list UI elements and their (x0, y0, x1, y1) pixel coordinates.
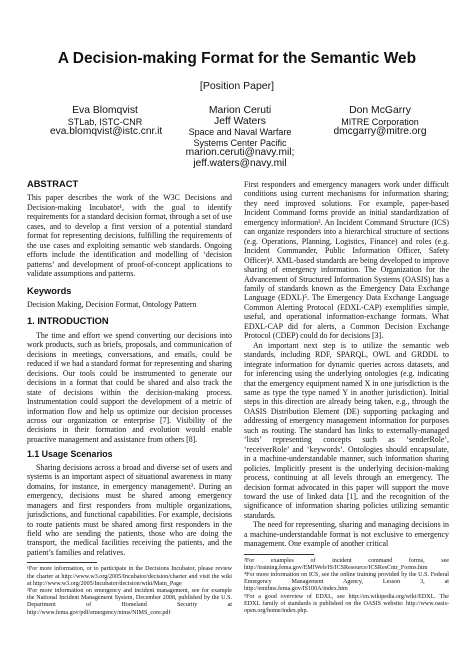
author-block-1 (50, 105, 163, 138)
author-email: dmcgarry@mitre.org (333, 126, 427, 137)
introduction-text: The time and effort we spend converting our decisions into work products, such as briefs, proposals, and communication of decisions in meetings, conversations, and emails, could be reduced if we had a standard format for representing and sharing decisions. Our tools could be instrumented to generate our decisions in a format that could be shared and also track the state of decisions within the decision-making process. Instrumentation could support the development of a metric of information flow and help us optimize our decision processes across our organization or enterprise [7]. Visibility of the decisions in their formation and evolution would enable proactive management and assistance from others [8]. (27, 330, 232, 444)
author-name: Marion Ceruti (208, 105, 272, 116)
footnote: ⁵For a good overview of EDXL, see http://en.wikipedia.org/wiki/EDXL. The EDXL family of standards is published on the OASIS website: http://www.oasis-open.org/home/index.php. (244, 593, 449, 615)
author-email: marion.ceruti@navy.mil; (185, 147, 295, 158)
footnote-rule (244, 554, 314, 555)
keywords-heading: Keywords (27, 285, 72, 296)
author-name: Eva Blomqvist (72, 105, 138, 116)
author-block-2 (170, 106, 310, 169)
abstract-text: This paper describes the work of the W3C Decisions and Decision-making Incubator¹, with the goal to identify requirements for a standard decision format, through a set of use cases, and to develop a first version of a potential standard format for representing decisions, fulfilling the requirements of the use cases and exploiting semantic web standards. Ongoing efforts include the identification and modelling of ‘decision patterns’ and development of proof-of-concept applications to validate assumptions and patterns. (27, 193, 232, 279)
author-email: jeff.waters@navy.mil (193, 157, 287, 169)
author-block-3 (320, 106, 440, 138)
body-paragraph: The need for representing, sharing and managing decisions in a machine-understandable format is not exclusive to emergency management. One example of another critical (244, 520, 449, 549)
body-paragraph: An important next step is to utilize the semantic web standards, including RDF, SPARQL, OWL and GRDDL to integrate information for dynamic queries across datasets, and for inferencing using the underlying ontologies (e.g. indicating that the emergency equipment named X in one jurisdiction is the same as type the type named Y in another jurisdiction). Initial steps in this direction are already being taken, e.g., through the OASIS Distribution Element (DE) supporting packaging and addressing of emergency management information for purposes such as routing. The standard has links to externally-managed ‘lists’ representing concepts such as ‘senderRole’, ‘receiverRole’ and ‘keywords’. Ontologies should encapsulate, in a machine-understandable manner, such information sharing policies. Implicitly present is the underlying decision-making process, continuing at all levels through an emergency. The decision format advocated in this paper will support the move toward the use of linked data [1], and the recognition of the significance of information sharing policies utilizing semantic standards. (244, 340, 449, 520)
body-paragraph: First responders and emergency managers work under difficult conditions using current mechanisms for information sharing; they need improved solutions. For example, paper-based Incident Command forms provide an initial standardization of emergency information³. An Incident Command Structure (ICS) can organize responders into a hierarchical structure of sections (e.g. Operations, Planning, Logistics, Finance) and roles (e.g. Incident Commander, Public Information Officer, Safety Officer)⁴. XML-based standards are being developed to improve sharing of emergency information. The Organization for the Advancement of Structured Information Systems (OASIS) has a family of standards known as the Emergency Data Exchange Language (EDXL)⁵. The Emergency Data Exchange Language Common Alerting Protocol (EDXL-CAP) exemplifies simple, useful, and operational information-exchange formats. What EDXL-CAP did for alerts, a Common Decision Exchange Protocol (CDEP) could do for decisions [3]. (244, 180, 449, 341)
author-name: Jeff Waters (214, 115, 266, 127)
keywords-text: Decision Making, Decision Format, Ontology Pattern (27, 299, 197, 309)
left-column (27, 180, 232, 617)
usage-scenarios-heading: 1.1 Usage Scenarios (27, 449, 113, 460)
abstract-heading: ABSTRACT (27, 179, 79, 189)
introduction-heading: 1. INTRODUCTION (27, 316, 109, 327)
right-column (244, 180, 449, 615)
paper-subtitle: [Position Paper] (199, 80, 275, 92)
footnote: ³For examples of incident command forms, see http://training.fema.gov/EMIWeb/IS/ICSResource/ICSResCntr_Forms.htm (244, 557, 449, 571)
footnote: ⁴For more information on ICS, see the online training provided by the U.S. Federal Emergency Management Agency, Lesson 3, at http://emilms.fema.gov/IS100A/index.htm (244, 572, 449, 593)
footnote: ²For more information on emergency and incident management, see for example the National Incident Management System, December 2008, published by the U.S. Department of Homeland Security at http://www.fema.gov/pdf/emergency/nims/NIMS_core.pdf (27, 587, 232, 616)
footnote-rule (27, 562, 97, 563)
paper-title: A Decision-making Format for the Semantic Web (57, 50, 417, 67)
footnote: ¹For more information, or to participate in the Decisions Incubator, please review the charter at http://www.w3.org/2005/Incubator/decision/charter and visit the wiki at http://www.w3.org/2005/Incubator/decision/wiki/Main_Page (27, 566, 232, 587)
author-affiliation: Space and Naval Warfare (188, 127, 292, 137)
author-email: eva.blomqvist@istc.cnr.it (50, 126, 163, 137)
author-affiliation: MITRE Corporation (341, 116, 419, 127)
usage-scenarios-text: Sharing decisions across a broad and diverse set of users and systems is an important aspect of situational awareness in many domains, for instance, in emergency management². During an emergency, decisions must be shared among emergency managers and first responders from multiple organizations, jurisdictions, and functional capabilities. For example, decisions to route patients must be shared among first responders in the field who are sending the patients, those who are doing the transport, the medical facilities receiving the patients, and the patient’s families and relatives. (27, 462, 232, 557)
author-name: Don McGarry (349, 105, 411, 116)
author-affiliation: STLab, ISTC-CNR (67, 116, 143, 127)
author-affiliation: Systems Center Pacific (193, 137, 287, 148)
